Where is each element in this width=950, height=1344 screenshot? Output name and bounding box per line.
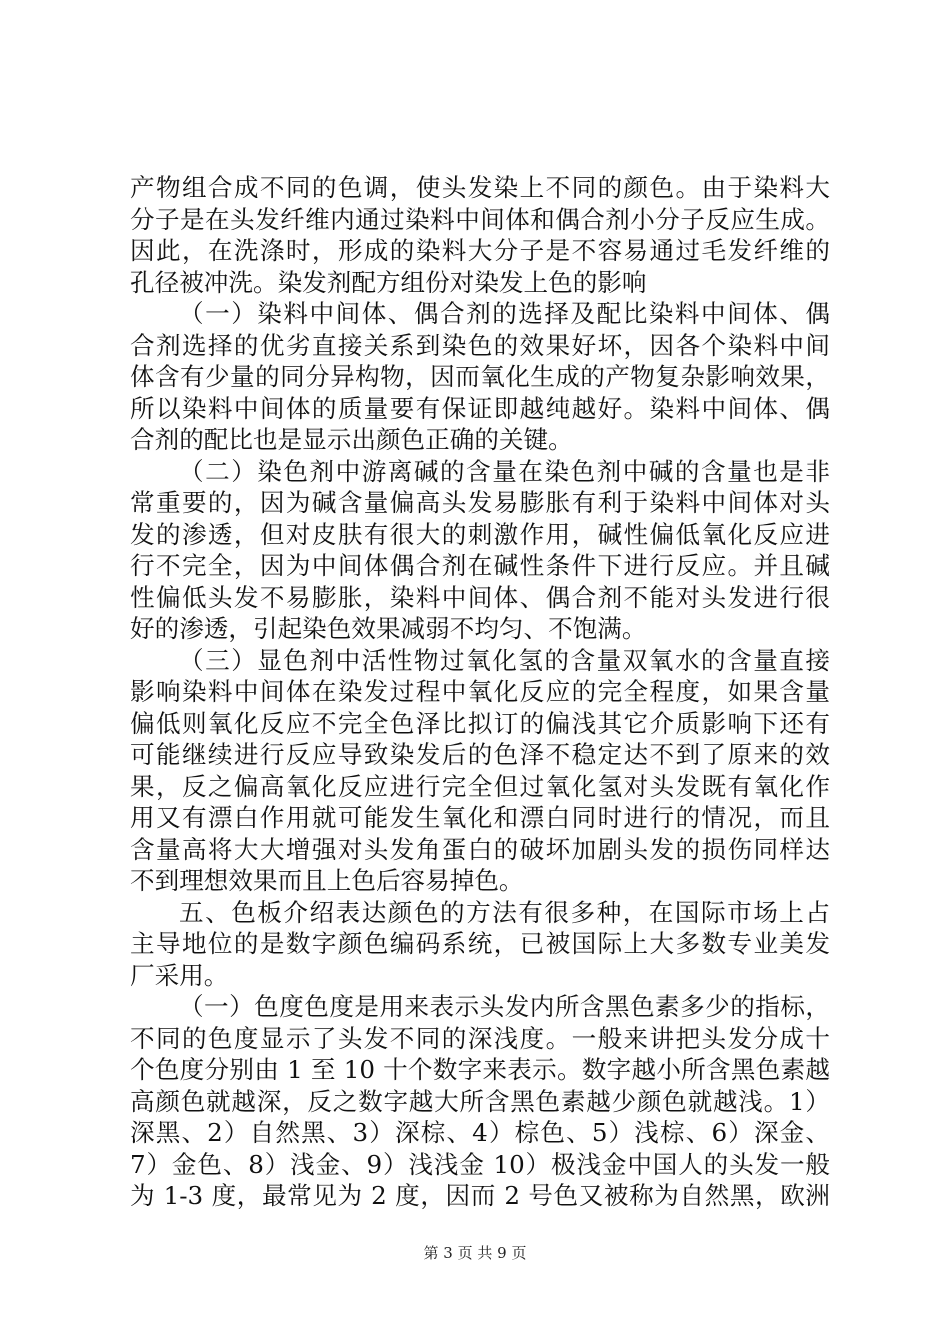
body-line: 因此，在洗涤时，形成的染料大分子是不容易通过毛发纤维的 [130, 236, 830, 265]
body-line: 可能继续进行反应导致染发后的色泽不稳定达不到了原来的效 [130, 740, 830, 769]
body-line: 孔径被冲洗。染发剂配方组份对染发上色的影响 [130, 267, 647, 297]
body-line: 不到理想效果而且上色后容易掉色。 [130, 866, 524, 895]
body-line: 果，反之偏高氧化反应进行完全但过氧化氢对头发既有氧化作 [130, 771, 830, 801]
body-line: 常重要的，因为碱含量偏高头发易膨胀有利于染料中间体对头 [130, 488, 830, 517]
body-line: 个色度分别由 1 至 10 十个数字来表示。数字越小所含黑色素越 [130, 1055, 830, 1084]
section-heading-line: （一）色度色度是用来表示头发内所含黑色素多少的指标， [179, 992, 830, 1021]
body-line: 性偏低头发不易膨胀，染料中间体、偶合剂不能对头发进行很 [130, 582, 830, 612]
document-body [130, 172, 830, 1212]
body-line: 为 1-3 度，最常见为 2 度，因而 2 号色又被称为自然黑，欧洲 [130, 1181, 830, 1210]
body-line: 用又有漂白作用就可能发生氧化和漂白同时进行的情况，而且 [130, 803, 830, 832]
body-line: 深黑、2）自然黑、3）深棕、4）棕色、5）浅棕、6）深金、 [130, 1118, 830, 1147]
body-line: 厂采用。 [130, 960, 229, 990]
section-heading-line: （一）染料中间体、偶合剂的选择及配比染料中间体、偶 [179, 299, 830, 328]
body-line: 体含有少量的同分异构物，因而氧化生成的产物复杂影响效果， [130, 362, 830, 391]
body-line: 主导地位的是数字颜色编码系统，已被国际上大多数专业美发 [130, 929, 830, 958]
section-heading-line: 五、色板介绍表达颜色的方法有很多种，在国际市场上占 [179, 897, 830, 927]
body-line: 分子是在头发纤维内通过染料中间体和偶合剂小分子反应生成。 [130, 204, 830, 234]
body-line: 合剂的配比也是显示出颜色正确的关键。 [130, 425, 573, 454]
section-heading-line: （三）显色剂中活性物过氧化氢的含量双氧水的含量直接 [179, 645, 830, 675]
body-line: 产物组合成不同的色调，使头发染上不同的颜色。由于染料大 [130, 173, 830, 202]
body-line: 不同的色度显示了头发不同的深浅度。一般来讲把头发分成十 [130, 1023, 830, 1053]
body-line: 影响染料中间体在染发过程中氧化反应的完全程度，如果含量 [130, 677, 830, 706]
body-line: 发的渗透，但对皮肤有很大的刺激作用，碱性偏低氧化反应进 [130, 519, 830, 549]
body-line: 好的渗透，引起染色效果减弱不均匀、不饱满。 [130, 614, 647, 643]
body-line: 所以染料中间体的质量要有保证即越纯越好。染料中间体、偶 [130, 393, 830, 423]
body-line: 高颜色就越深，反之数字越大所含黑色素越少颜色就越浅。1） [130, 1086, 830, 1116]
body-line: 行不完全，因为中间体偶合剂在碱性条件下进行反应。并且碱 [130, 551, 830, 580]
body-line: 偏低则氧化反应不完全色泽比拟订的偏浅其它介质影响下还有 [130, 708, 830, 738]
body-line: 7）金色、8）浅金、9）浅浅金 10）极浅金中国人的头发一般 [130, 1149, 830, 1179]
section-heading-line: （二）染色剂中游离碱的含量在染色剂中碱的含量也是非 [179, 456, 830, 486]
page-number-footer: 第 3 页 共 9 页 [423, 1244, 527, 1262]
body-line: 合剂选择的优劣直接关系到染色的效果好坏，因各个染料中间 [130, 330, 830, 360]
body-line: 含量高将大大增强对头发角蛋白的破坏加剧头发的损伤同样达 [130, 834, 830, 864]
